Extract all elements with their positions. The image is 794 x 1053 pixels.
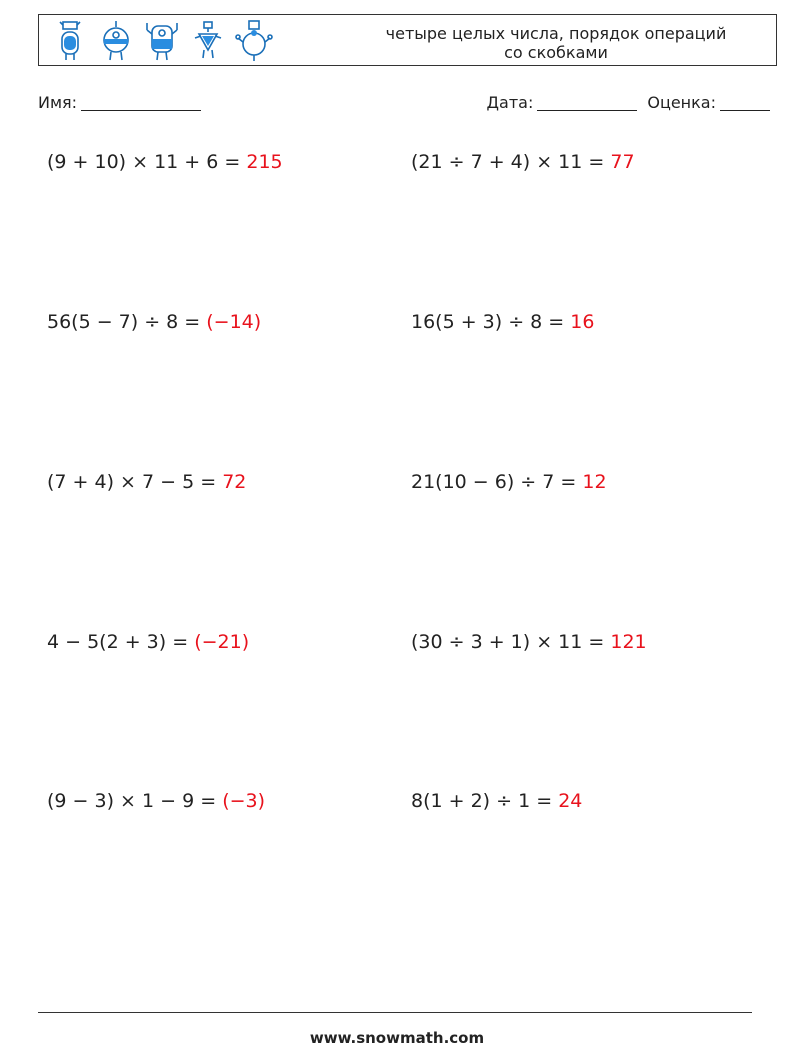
problem-2 <box>411 151 635 173</box>
problem-expression: 56(5 − 7) ÷ 8 = <box>47 311 207 333</box>
problem-1 <box>47 151 283 173</box>
name-field <box>38 93 201 112</box>
date-blank[interactable] <box>537 94 637 111</box>
problem-8 <box>411 631 647 653</box>
robot-icons <box>51 18 273 64</box>
problem-answer: (−21) <box>194 631 250 653</box>
date-grade-fields <box>487 93 770 112</box>
problem-expression: (9 − 3) × 1 − 9 = <box>47 790 223 812</box>
date-label: Дата: <box>486 93 534 112</box>
worksheet-title <box>356 24 756 62</box>
problem-10 <box>411 790 582 812</box>
problem-expression: (9 + 10) × 11 + 6 = <box>47 151 247 173</box>
problem-answer: 215 <box>246 151 283 173</box>
problem-6 <box>411 471 607 493</box>
problem-answer: 12 <box>582 471 607 493</box>
problem-expression: (7 + 4) × 7 − 5 = <box>47 471 223 493</box>
problem-5 <box>47 471 246 493</box>
robot-5-icon <box>235 18 273 64</box>
footer-divider <box>38 1012 752 1013</box>
problem-expression: (30 ÷ 3 + 1) × 11 = <box>411 631 611 653</box>
grade-label: Оценка: <box>647 93 716 112</box>
robot-3-icon <box>143 18 181 64</box>
problem-answer: 16 <box>570 311 595 333</box>
problem-expression: 16(5 + 3) ÷ 8 = <box>411 311 571 333</box>
problem-3 <box>47 311 261 333</box>
problem-expression: (21 ÷ 7 + 4) × 11 = <box>411 151 611 173</box>
grade-blank[interactable] <box>720 94 770 111</box>
worksheet-header <box>38 14 777 66</box>
footer-url[interactable]: www.snowmath.com <box>309 1029 485 1047</box>
robot-2-icon <box>97 18 135 64</box>
problem-expression: 21(10 − 6) ÷ 7 = <box>411 471 583 493</box>
problem-answer: 121 <box>610 631 647 653</box>
robot-4-icon <box>189 18 227 64</box>
problem-answer: 24 <box>558 790 583 812</box>
problem-expression: 4 − 5(2 + 3) = <box>47 631 195 653</box>
problem-expression: 8(1 + 2) ÷ 1 = <box>411 790 559 812</box>
problem-answer: 77 <box>610 151 635 173</box>
title-line-2: со скобками <box>504 43 608 62</box>
problem-4 <box>411 311 594 333</box>
name-label: Имя: <box>38 93 78 112</box>
problem-7 <box>47 631 249 653</box>
problem-answer: 72 <box>222 471 247 493</box>
problem-answer: (−14) <box>206 311 262 333</box>
name-blank[interactable] <box>81 94 201 111</box>
robot-1-icon <box>51 18 89 64</box>
problem-answer: (−3) <box>222 790 266 812</box>
problem-9 <box>47 790 265 812</box>
title-line-1: четыре целых числа, порядок операций <box>385 24 727 43</box>
